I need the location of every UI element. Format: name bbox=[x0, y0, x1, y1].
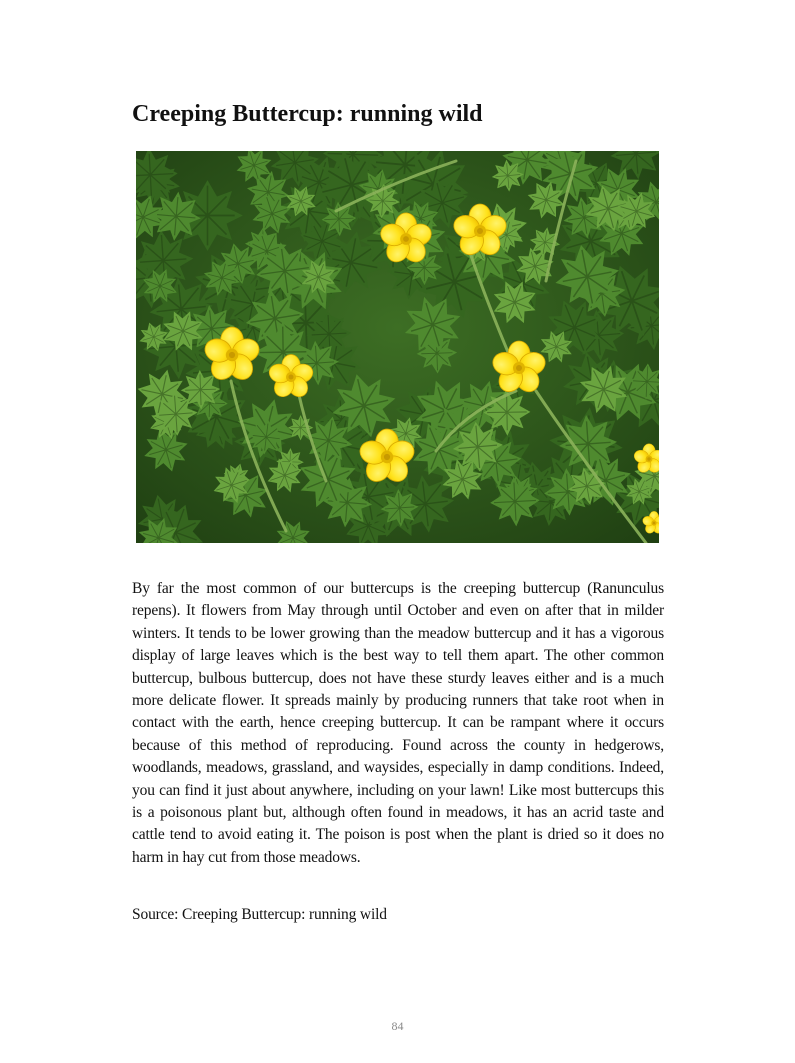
page-number: 84 bbox=[391, 1019, 404, 1033]
body-paragraph: By far the most common of our buttercups is the creeping buttercup (Ranunculus repens). It flowers from May through until October and even on after that in milder winters. It tends to be lower growing than the meadow buttercup and it has a vigorous display of large leaves which is the best way to tell them apart. The other common buttercup, bulbous buttercup, does not have these sturdy leaves either and is a much more delicate flower. It spreads mainly by producing runners that take root when in contact with the earth, hence creeping buttercup. It can be rampant where it occurs because of this method of reproducing. Found across the county in hedgerows, woodlands, meadows, grassland, and waysides, especially in damp conditions. Indeed, you can find it just about anywhere, including on your lawn! Like most buttercups this is a poisonous plant but, although often found in meadows, it has an acrid taste and cattle tend to avoid eating it. The poison is post when the plant is dried so it does no harm in hay cut from those meadows. bbox=[132, 580, 664, 866]
source-citation: Source: Creeping Buttercup: running wild bbox=[132, 906, 387, 923]
page-title: Creeping Buttercup: running wild bbox=[132, 101, 483, 127]
buttercup-photo bbox=[136, 151, 659, 543]
